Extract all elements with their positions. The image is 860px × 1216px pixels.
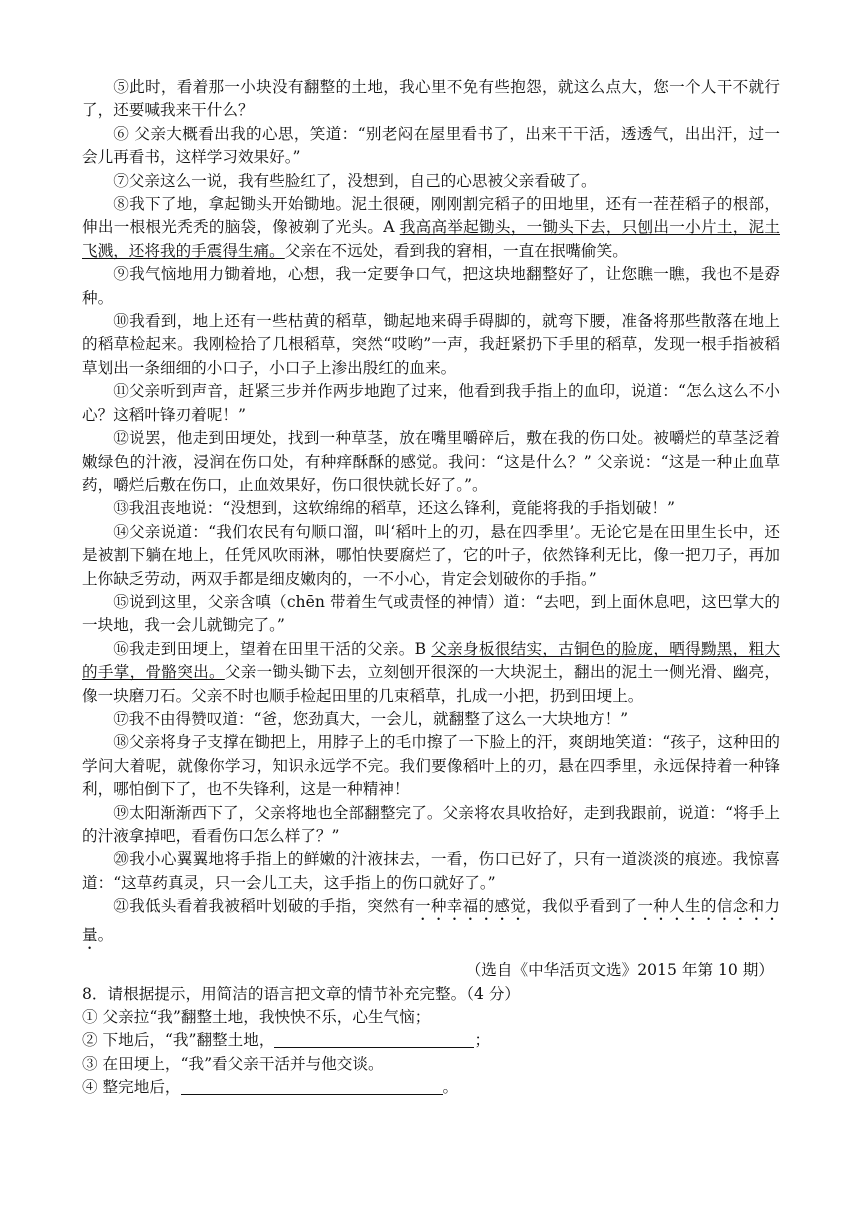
article-body — [82, 76, 780, 953]
question-item-2-end: ； — [474, 1031, 491, 1050]
paragraph-13: ⑬我沮丧地说：“没想到，这软绵绵的稻草，还这么锋利，竟能将我的手指划破！” — [113, 499, 675, 518]
paragraph-8-text-b: 父亲在不远处，看到我的窘相，一直在抿嘴偷笑。 — [284, 241, 628, 260]
paragraph-21 — [82, 895, 780, 953]
question-8 — [82, 983, 780, 1100]
answer-blank-1[interactable] — [274, 1031, 474, 1048]
source-citation: （选自《中华活页文选》2015 年第 10 期） — [465, 961, 774, 980]
paragraph-8-text-a: ⑧我下了地，拿起锄头开始锄地。泥土很硬，刚刚割完稻子的田地里，还有一茬茬稻子的根部，伸出一根根光秃秃的脑袋，像被剃了光头。A — [82, 195, 780, 237]
emphasis-belief: 一种人生的信念和力量 — [82, 897, 780, 945]
question-item-4 — [82, 1076, 780, 1099]
paragraph-16 — [82, 638, 780, 708]
paragraph-16-text-b: 父亲一锄头锄下去，立刻刨开很深的一大块泥土，翻出的泥土一侧光滑、幽亮，像一块磨刀石。父亲不时也顺手检起田里的几束稻草，扎成一小把，扔到田埂上。 — [82, 663, 780, 705]
paragraph-20: ⑳我小心翼翼地将手指上的鲜嫩的汁液抹去，一看，伤口已好了，只有一道淡淡的痕迹。我惊喜道：“这草药真灵，只一会儿工夫，这手指上的伤口就好了。” — [82, 850, 780, 892]
question-item-4-end: 。 — [442, 1078, 459, 1097]
paragraph-16-text-a: ⑯我走到田埂上，望着在田里干活的父亲。B — [113, 639, 432, 658]
paragraph-21-text-b: ，我似乎看到了 — [526, 897, 638, 916]
paragraph-15: ⑮说到这里，父亲含嗔（chēn 带着生气或责怪的神情）道：“去吧，到上面休息吧，这巴掌大的一块地，我一会儿就锄完了。” — [82, 592, 780, 635]
paragraph-19: ⑲太阳渐渐西下了，父亲将地也全部翻整完了。父亲将农具收拾好，走到我跟前，说道：“将手上的汁液拿掉吧，看看伤口怎么样了？” — [82, 803, 780, 845]
question-item-2-text: ② 下地后，“我”翻整土地， — [82, 1031, 275, 1050]
paragraph-21-text-a: ㉑我低头看着我被稻叶划破的手指，突然有 — [113, 897, 415, 916]
question-item-4-text: ④ 整完地后， — [82, 1078, 181, 1097]
answer-blank-2[interactable] — [181, 1078, 443, 1095]
paragraph-9: ⑨我气恼地用力锄着地，心想，我一定要争口气，把这块地翻整好了，让您瞧一瞧，我也不是孬种。 — [82, 265, 780, 307]
paragraph-10: ⑩我看到，地上还有一些枯黄的稻草，锄起地来碍手碍脚的，就弯下腰，准备将那些散落在地上的稻草检起来。我刚检拾了几根稻草，突然“哎哟”一声，我赶紧扔下手里的稻草，发现一根手指被稻草划出一条细细的小口子，小口子上渗出殷红的血来。 — [82, 312, 780, 377]
emphasis-happiness: 一种幸福的感觉 — [414, 897, 527, 916]
paragraph-18: ⑱父亲将身子支撑在锄把上，用脖子上的毛巾擦了一下脸上的汗，爽朗地笑道：“孩子，这种田的学问大着呢，就像你学习，知识永远学不完。我们要像稻叶上的刃，悬在四季里，永远保持着一种锋利，哪怕倒下了，也不失锋利，这是一种精神！ — [82, 733, 780, 799]
question-item-1: ① 父亲拉“我”翻整土地，我怏怏不乐，心生气恼； — [82, 1008, 431, 1027]
paragraph-11: ⑪父亲听到声音，赶紧三步并作两步地跑了过来，他看到我手指上的血印，说道：“怎么这么不小心？这稻叶锋刃着呢！” — [82, 382, 780, 424]
paragraph-6: ⑥ 父亲大概看出我的心思，笑道：“别老闷在屋里看书了，出来干干活，透透气，出出汗，过一会儿再看书，这样学习效果好。” — [82, 124, 780, 167]
paragraph-7: ⑦父亲这么一说，我有些脸红了，没想到，自己的心思被父亲看破了。 — [113, 171, 597, 190]
sentence-a-underlined: 我高高举起锄头，一锄头下去，只刨出一小片土，泥土飞溅，还将我的手震得生痛。 — [82, 218, 780, 260]
sentence-b-underlined: 父亲身板很结实，古铜色的脸庞，晒得黝黑，粗大的手掌，骨骼突出。 — [82, 639, 780, 682]
paragraph-14: ⑭父亲说道：“我们农民有句顺口溜，叫‘稻叶上的刃，悬在四季里’。无论它是在田里生长中，还是被割下躺在地上，任凭风吹雨淋，哪怕快要腐烂了，它的叶子，依然锋利无比，像一把刀子，再加上你缺乏劳动，两双手都是细皮嫩肉的，一不小心，肯定会划破你的手指。” — [82, 522, 780, 588]
question-stem: 8．请根据提示，用简洁的语言把文章的情节补充完整。（4 分） — [82, 984, 521, 1003]
paragraph-12: ⑫说罢，他走到田埂处，找到一种草茎，放在嘴里嚼碎后，敷在我的伤口处。被嚼烂的草茎泛着嫩绿色的汁液，浸润在伤口处，有种痒酥酥的感觉。我问：“这是什么？” 父亲说：“这是一种止血草药，嚼烂后敷在伤口，止血效果好，伤口很快就长好了。”。 — [82, 429, 780, 494]
paragraph-21-text-c: 。 — [97, 926, 114, 945]
paragraph-17: ⑰我不由得赞叹道：“爸，您劲真大，一会儿，就翻整了这么一大块地方！” — [113, 709, 629, 728]
paragraph-8 — [82, 193, 780, 263]
question-item-3: ③ 在田埂上，“我”看父亲干活并与他交谈。 — [82, 1054, 384, 1073]
question-item-2 — [82, 1029, 780, 1052]
paragraph-5: ⑤此时，看着那一小块没有翻整的土地，我心里不免有些抱怨，就这么点大，您一个人干不就行了，还要喊我来干什么？ — [82, 78, 780, 120]
